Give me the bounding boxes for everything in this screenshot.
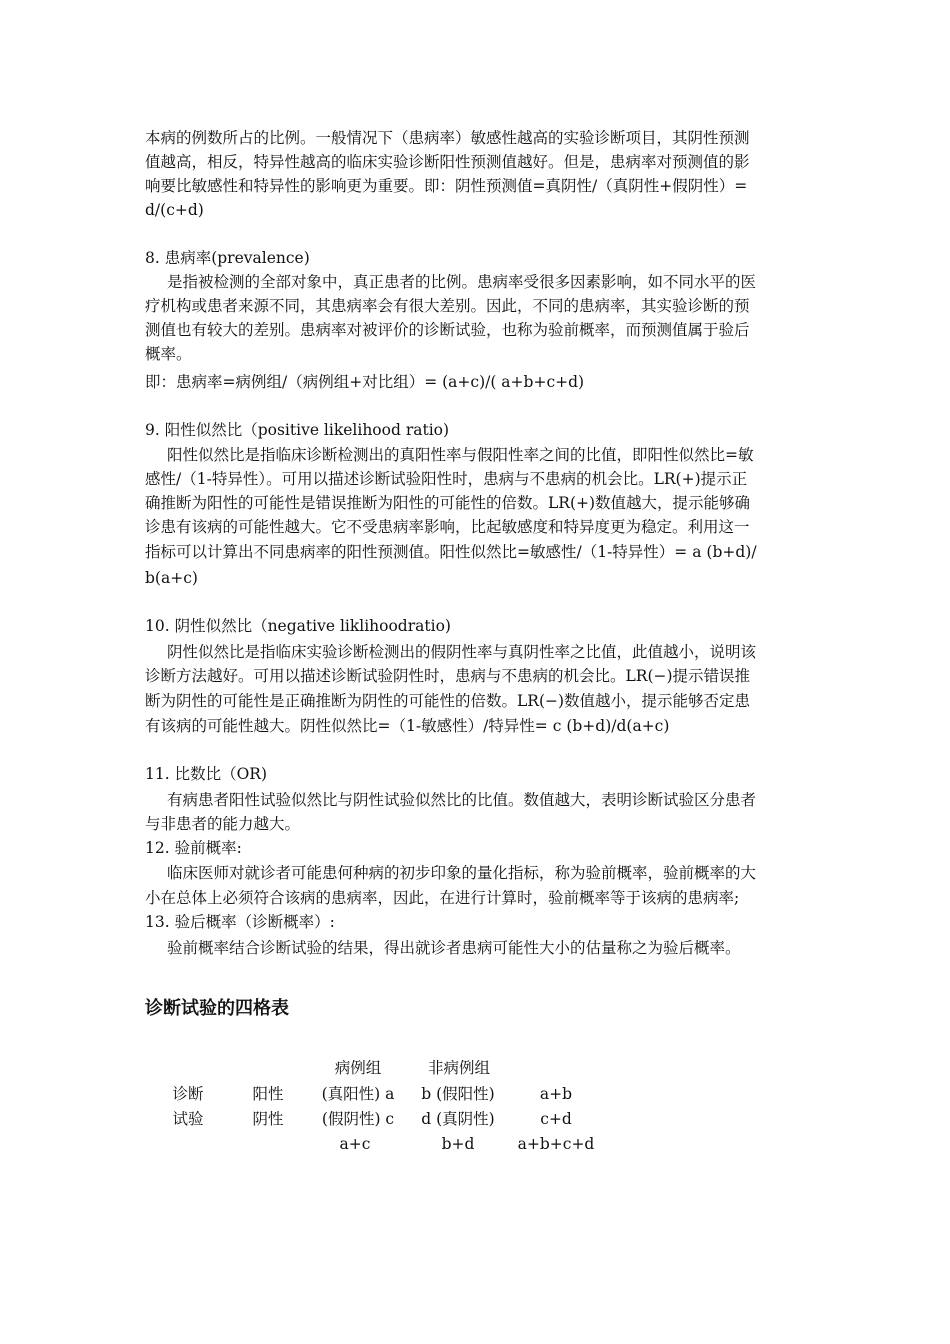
column-header-case: 病例组 — [334, 1059, 382, 1077]
section-heading-pretest-probability: 12. 验前概率: — [145, 839, 242, 857]
cell-grand-total: a+b+c+d — [517, 1135, 595, 1153]
row-label-positive: 阳性 — [252, 1085, 284, 1103]
text-line: 有该病的可能性越大。阴性似然比=（1-敏感性）/特异性= c (b+d)/d(a+c) — [145, 717, 670, 735]
section-heading-negative-lr: 10. 阴性似然比（negative liklihoodratio) — [145, 617, 451, 635]
cell-row-total-2: c+d — [540, 1110, 572, 1128]
text-line: 值越高，相反，特异性越高的临床实验诊断阳性预测值越好。但是，患病率对预测值的影 — [145, 153, 750, 171]
section-heading-posttest-probability: 13. 验后概率（诊断概率）: — [145, 913, 335, 931]
cell-c: (假阴性) c — [321, 1110, 395, 1128]
text-line: 疗机构或患者来源不同，其患病率会有很大差别。因此，不同的患病率，其实验诊断的预 — [145, 297, 750, 315]
cell-b: b (假阳性) — [421, 1085, 495, 1103]
table-title: 诊断试验的四格表 — [145, 998, 289, 1019]
column-header-noncase: 非病例组 — [427, 1059, 490, 1077]
text-line: 概率。 — [145, 345, 192, 363]
section-heading-positive-lr: 9. 阳性似然比（positive likelihood ratio) — [145, 421, 450, 439]
text-line: 测值也有较大的差别。患病率对被评价的诊断试验，也称为验前概率，而预测值属于验后 — [145, 321, 750, 339]
text-line: 验前概率结合诊断试验的结果，得出就诊者患病可能性大小的估量称之为验后概率。 — [167, 939, 741, 957]
text-line: d/(c+d) — [145, 201, 204, 219]
formula-line: 即：患病率=病例组/（病例组+对比组）= (a+c)/( a+b+c+d) — [145, 373, 585, 391]
text-line: 诊断方法越好。可用以描述诊断试验阴性时，患病与不患病的机会比。LR(−)提示错误推 — [145, 667, 751, 685]
cell-a: (真阳性) a — [321, 1085, 395, 1103]
cell-d: d (真阴性) — [421, 1110, 495, 1128]
row-group-label: 诊断 — [172, 1085, 204, 1103]
text-line: 阴性似然比是指临床实验诊断检测出的假阴性率与真阴性率之比值，此值越小，说明该 — [167, 643, 757, 661]
text-line: 断为阴性的可能性是正确推断为阴性的可能性的倍数。LR(−)数值越小，提示能够否定患 — [145, 692, 751, 710]
text-line: 是指被检测的全部对象中，真正患者的比例。患病率受很多因素影响，如不同水平的医 — [167, 273, 757, 291]
row-group-label: 试验 — [172, 1110, 204, 1128]
text-line: 响要比敏感性和特异性的影响更为重要。即：阴性预测值=真阴性/（真阴性+假阴性）= — [145, 177, 748, 195]
text-line: 临床医师对就诊者可能患何种病的初步印象的量化指标，称为验前概率，验前概率的大 — [167, 864, 757, 882]
text-line: 小在总体上必须符合该病的患病率，因此，在进行计算时，验前概率等于该病的患病率; — [145, 889, 740, 907]
text-line: b(a+c) — [145, 569, 198, 587]
cell-column-total-1: a+c — [339, 1135, 371, 1153]
text-line: 有病患者阳性试验似然比与阴性试验似然比的比值。数值越大，表明诊断试验区分患者 — [167, 791, 757, 809]
row-label-negative: 阴性 — [252, 1110, 284, 1128]
text-line: 本病的例数所占的比例。一般情况下（患病率）敏感性越高的实验诊断项目，其阴性预测 — [145, 129, 750, 147]
text-line: 指标可以计算出不同患病率的阳性预测值。阳性似然比=敏感性/（1-特异性）= a (b+d)/ — [145, 543, 757, 561]
text-line: 与非患者的能力越大。 — [145, 815, 301, 833]
cell-row-total-1: a+b — [539, 1085, 573, 1103]
text-line: 阳性似然比是指临床诊断检测出的真阳性率与假阳性率之间的比值，即阳性似然比=敏 — [167, 446, 754, 464]
text-line: 诊患有该病的可能性越大。它不受患病率影响，比起敏感度和特异度更为稳定。利用这一 — [145, 518, 750, 536]
text-line: 感性/（1-特异性）。可用以描述诊断试验阳性时，患病与不患病的机会比。LR(+)提示正 — [145, 470, 748, 488]
text-line: 确推断为阳性的可能性是错误推断为阳性的可能性的倍数。LR(+)数值越大，提示能够确 — [145, 494, 751, 512]
section-heading-prevalence: 8. 患病率(prevalence) — [145, 249, 310, 267]
section-heading-odds-ratio: 11. 比数比（OR) — [145, 765, 268, 783]
cell-column-total-2: b+d — [441, 1135, 475, 1153]
